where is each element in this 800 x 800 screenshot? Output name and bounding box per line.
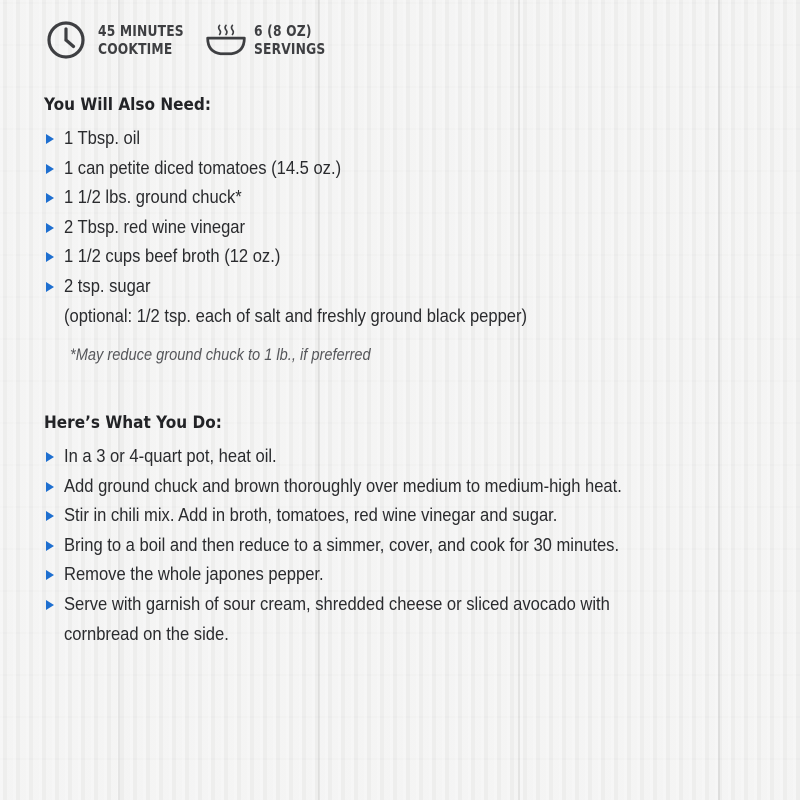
list-item-text: 1 can petite diced tomatoes (14.5 oz.) <box>64 157 342 178</box>
list-item-text: Bring to a boil and then reduce to a simmer, cover, and cook for 30 minutes. <box>64 534 620 555</box>
list-item-text: 1 Tbsp. oil <box>64 128 141 148</box>
clock-icon <box>44 18 88 62</box>
list-item-text: 1 1/2 cups beef broth (12 oz.) <box>64 246 281 267</box>
directions-section <box>44 408 770 649</box>
list-item-continuation: (optional: 1/2 tsp. each of salt and freshly ground black pepper) <box>64 305 528 326</box>
cook-time-value: 45 MINUTES <box>98 22 184 40</box>
triangle-bullet-icon <box>46 252 54 262</box>
steaming-bowl-icon <box>204 18 248 62</box>
list-item <box>44 590 770 649</box>
recipe-info-header <box>44 18 341 62</box>
list-item-text: 1 1/2 lbs. ground chuck* <box>64 187 242 208</box>
list-item-text: Remove the whole japones pepper. <box>64 564 324 585</box>
triangle-bullet-icon <box>46 482 54 492</box>
cook-time-caption: COOKTIME <box>98 40 173 58</box>
triangle-bullet-icon <box>46 600 54 610</box>
triangle-bullet-icon <box>46 164 54 174</box>
list-item <box>44 242 770 272</box>
servings-value: 6 (8 OZ) <box>254 22 312 40</box>
cook-time-label <box>98 22 184 58</box>
triangle-bullet-icon <box>46 223 54 233</box>
list-item <box>44 213 770 243</box>
list-item <box>44 272 770 331</box>
list-item <box>44 183 770 213</box>
triangle-bullet-icon <box>46 511 54 521</box>
list-item-text: 2 Tbsp. red wine vinegar <box>64 216 246 237</box>
list-item-text: Add ground chuck and brown thoroughly over medium to medium-high heat. <box>64 475 622 496</box>
list-item <box>44 124 770 154</box>
list-item-continuation: cornbread on the side. <box>64 623 229 644</box>
list-item <box>44 501 770 531</box>
list-item-text: Stir in chili mix. Add in broth, tomatoes, red wine vinegar and sugar. <box>64 505 558 526</box>
directions-list <box>44 442 770 649</box>
cook-time-info <box>44 18 204 62</box>
list-item-text: 2 tsp. sugar <box>64 275 151 296</box>
list-item <box>44 154 770 184</box>
servings-caption: SERVINGS <box>254 40 326 58</box>
list-item <box>44 472 770 502</box>
servings-label <box>254 22 325 58</box>
ingredient-footnote: *May reduce ground chuck to 1 lb., if preferred <box>70 345 371 365</box>
ingredients-heading: You Will Also Need: <box>44 95 212 115</box>
list-item-text: Serve with garnish of sour cream, shredded cheese or sliced avocado with <box>64 593 610 614</box>
list-item-text: In a 3 or 4-quart pot, heat oil. <box>64 446 277 466</box>
triangle-bullet-icon <box>46 282 54 292</box>
triangle-bullet-icon <box>46 570 54 580</box>
triangle-bullet-icon <box>46 452 54 462</box>
directions-heading: Here’s What You Do: <box>44 413 222 433</box>
ingredients-section <box>44 90 770 365</box>
triangle-bullet-icon <box>46 541 54 551</box>
triangle-bullet-icon <box>46 193 54 203</box>
triangle-bullet-icon <box>46 134 54 144</box>
ingredients-list <box>44 124 770 331</box>
list-item <box>44 560 770 590</box>
list-item <box>44 531 770 561</box>
servings-info <box>204 18 341 62</box>
list-item <box>44 442 770 472</box>
